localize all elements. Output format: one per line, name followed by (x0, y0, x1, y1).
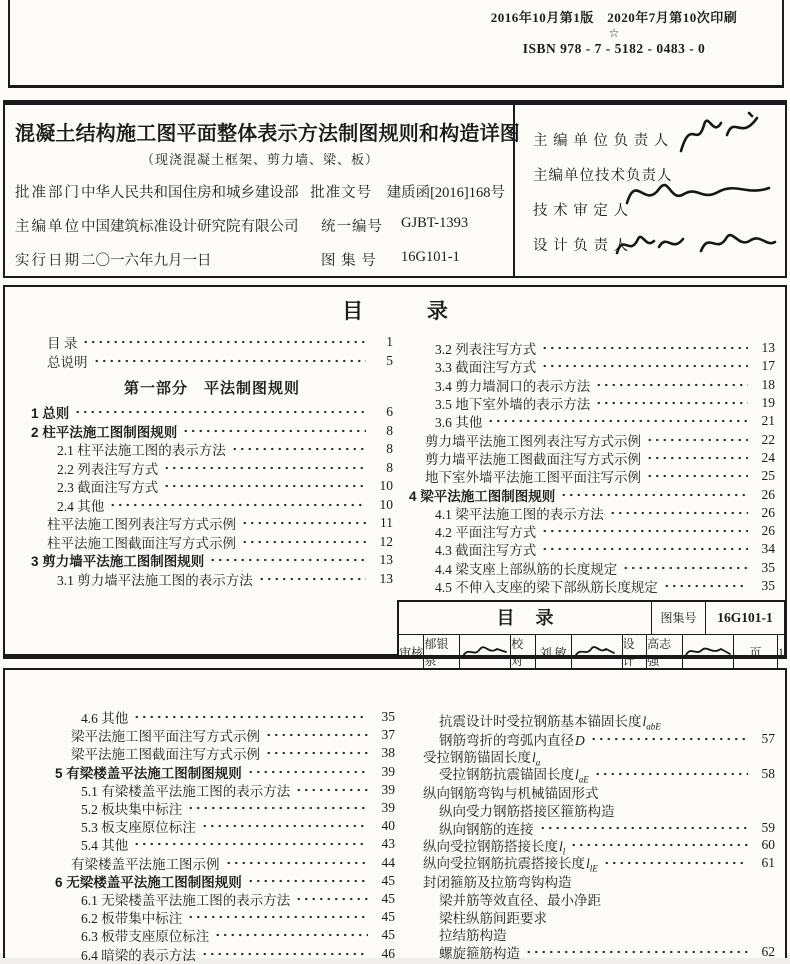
dot-leader (609, 509, 748, 517)
toc-entry-text: 梁平法施工图平面注写方式示例 (71, 729, 260, 745)
toc-entry (31, 551, 393, 570)
toc-entry-text: 纵向受拉钢筋搭接长度$l_l$ (423, 838, 566, 857)
toc-entry-text: 纵向受拉钢筋抗震搭接长度$l_{lE}$ (423, 856, 598, 875)
dot-leader (201, 950, 368, 958)
dot-leader (241, 519, 366, 527)
toc-entry (435, 394, 775, 412)
staff-role-label: 设计 (622, 635, 647, 669)
official-role-label: 主 编 单 位 负 责 人 (533, 133, 670, 149)
toc-page-number: 57 (761, 730, 775, 746)
approval-info-text: 主编单位 (15, 219, 81, 235)
toc-page-number: 38 (381, 745, 395, 761)
toc-page-number: 18 (761, 376, 775, 392)
toc-entry (81, 908, 395, 926)
toc-entry (57, 477, 393, 496)
toc-entry (71, 726, 395, 744)
toc-page-number: 45 (381, 890, 395, 906)
toc-entry (409, 485, 775, 503)
toc-entry-text: 受拉钢筋锚固长度$l_a$ (423, 749, 541, 768)
toc-entry-text: 6.3 板带支座原位标注 (81, 929, 210, 945)
toc-entry-text: 2.1 柱平法施工图的表示方法 (57, 443, 226, 459)
toc-page-number: 46 (381, 945, 395, 961)
toc-entry (71, 744, 395, 762)
toc-entry-text: 6.4 暗梁的表示方法 (81, 947, 196, 963)
toc-page-number: 25 (761, 468, 775, 484)
dot-leader (258, 575, 366, 583)
dot-leader (201, 822, 368, 830)
toc-page-number: 8 (386, 459, 393, 475)
dot-leader (487, 417, 748, 425)
toc-page-number: 45 (381, 927, 395, 943)
toc-entry (57, 570, 393, 589)
toc-entry (81, 944, 395, 962)
toc-page-number: 21 (761, 413, 775, 429)
toc-page-number: 45 (381, 909, 395, 925)
dot-leader (560, 491, 748, 499)
toc-entry-text: 6.1 无梁楼盖平法施工图的表示方法 (81, 892, 291, 908)
staff-role-label: 校对 (510, 635, 535, 669)
toc-entry-text: 4.3 截面注写方式 (435, 543, 537, 559)
toc-page-number: 45 (381, 872, 395, 888)
dot-leader (182, 427, 366, 435)
dot-leader (541, 344, 748, 352)
approval-info-text: 实行日期 (15, 253, 81, 269)
toc-page-number: 35 (761, 559, 775, 575)
toc-page-number: 60 (761, 837, 775, 853)
toc-title: 目 录 (342, 300, 448, 323)
dot-leader (541, 362, 748, 370)
toc-entry-text: 钢筋弯折的弯弧内直径D (439, 732, 585, 748)
isbn-line: ISBN 978 - 7 - 5182 - 0483 - 0 (522, 41, 706, 56)
toc-entry-text: 3.6 其他 (435, 415, 483, 431)
toc-entry (81, 926, 395, 944)
toc-entry-text: 2.2 列表注写方式 (57, 461, 159, 477)
approval-info-row (15, 181, 505, 202)
toc-entry-text: 5.1 有梁楼盖平法施工图的表示方法 (81, 783, 291, 799)
math-subscript: abE (646, 721, 661, 732)
toc-entry-text: 总说明 (47, 354, 88, 370)
toc-entry-text: 3.2 列表注写方式 (435, 342, 537, 358)
dot-leader (265, 749, 368, 757)
toc-page-number: 39 (381, 781, 395, 797)
dot-leader (187, 913, 368, 921)
dot-leader (295, 786, 368, 794)
toc-page-number: 40 (381, 818, 395, 834)
toc-entry (435, 412, 775, 430)
toc-entry (71, 854, 395, 872)
dot-leader (231, 445, 366, 453)
atlas-number-value: 16G101-1 (705, 602, 784, 634)
toc-entry (439, 926, 775, 944)
toc-entry (81, 708, 395, 726)
toc-page-number: 8 (386, 441, 393, 457)
toc-page-number: 13 (379, 570, 393, 586)
toc-entry-text: 纵向受力钢筋搭接区箍筋构造 (439, 803, 615, 819)
dot-leader (541, 527, 748, 535)
toc-page-number: 11 (380, 515, 393, 531)
toc-entry-text: 4.1 梁平法施工图的表示方法 (435, 506, 604, 522)
toc-entry (423, 854, 775, 875)
toc-entry (47, 514, 393, 533)
dot-leader (646, 454, 748, 462)
toc-entry (423, 783, 775, 801)
toc-column-left (31, 333, 393, 588)
toc-entry (425, 430, 775, 448)
toc-page-number: 26 (761, 486, 775, 502)
toc-page-number: 62 (761, 944, 775, 960)
dot-leader (109, 501, 366, 509)
dot-leader (133, 713, 368, 721)
toc-entry-text: 梁平法施工图截面注写方式示例 (71, 747, 260, 763)
dot-leader (663, 582, 748, 590)
approval-info-text: 批准文号 (310, 185, 373, 201)
toc-entry (81, 890, 395, 908)
dot-leader (595, 399, 748, 407)
title-block (3, 100, 787, 278)
toc-entry (435, 339, 775, 357)
staff-name: 高志强 (646, 635, 682, 669)
toc-page-number: 13 (761, 340, 775, 356)
toc-page-number: 22 (761, 431, 775, 447)
toc-entry-text: 地下室外墙平法施工图平面注写示例 (425, 470, 641, 486)
toc-entry (435, 376, 775, 394)
toc-page-number: 8 (386, 422, 393, 438)
toc-entry-text: 受拉钢筋抗震锚固长度$l_{aE}$ (439, 767, 589, 786)
approval-info-text: GJBT-1393 (401, 215, 469, 231)
toc-entry (425, 449, 775, 467)
approval-info-text: 二〇一六年九月一日 (81, 253, 212, 269)
toc-entry (435, 540, 775, 558)
math-subscript: aE (578, 775, 589, 786)
dot-leader (163, 482, 366, 490)
official-role-label: 主编单位技术负责人 (533, 168, 673, 184)
dot-leader (241, 538, 366, 546)
toc-entry-text: 封闭箍筋及拉筋弯钩构造 (423, 875, 572, 891)
title-block-left (5, 105, 520, 276)
toc-part-heading: 第一部分 平法制图规则 (123, 380, 300, 397)
atlas-number-label: 图集号 (651, 602, 705, 634)
toc-entry (435, 577, 775, 595)
toc-page-number: 39 (381, 763, 395, 779)
toc-entry (81, 817, 395, 835)
math-symbol: l (586, 856, 590, 872)
dot-leader (133, 840, 368, 848)
toc-page-number: 10 (379, 478, 393, 494)
approval-info-text: 16G101-1 (401, 249, 460, 265)
toc-page-number: 5 (386, 352, 393, 368)
math-subscript: l (562, 846, 566, 857)
official-role-label: 设 计 负 责 人 (533, 238, 629, 254)
dot-leader (74, 408, 366, 416)
officials-list (533, 129, 785, 269)
toc-entry-text: 柱平法施工图截面注写方式示例 (47, 535, 236, 551)
toc-entry (47, 533, 393, 552)
toc-entry (423, 872, 775, 890)
toc-entry-text: 剪力墙平法施工图截面注写方式示例 (425, 451, 641, 467)
toc-entry-text: 目 录 (47, 336, 78, 352)
toc-entry-text: 2 柱平法施工图制图规则 (31, 424, 178, 440)
math-symbol: D (575, 732, 585, 748)
toc-entry (55, 763, 395, 781)
toc-entry (57, 459, 393, 478)
toc-page-number: 61 (761, 855, 775, 871)
toc-page-number: 1 (386, 334, 393, 350)
toc-entry-text: 3.3 截面注写方式 (435, 360, 537, 376)
toc-entry (57, 496, 393, 515)
toc-entry (57, 440, 393, 459)
official-role-label: 技 术 审 定 人 (533, 203, 629, 219)
toc-entry-text: 4.2 平面注写方式 (435, 525, 537, 541)
dot-leader (209, 556, 366, 564)
dot-leader (570, 841, 748, 849)
toc-entry-text: 3.1 剪力墙平法施工图的表示方法 (57, 572, 253, 588)
toc-page-number: 59 (761, 819, 775, 835)
toc-page-number: 37 (381, 727, 395, 743)
toc-entry-text: 螺旋箍筋构造 (439, 946, 520, 962)
toc-entry (439, 765, 775, 786)
approval-info-text: 批准部门 (15, 185, 81, 201)
toc-page-number: 26 (761, 504, 775, 520)
staff-role-label: 审核 (399, 645, 424, 660)
dot-leader (295, 895, 368, 903)
toc-entry-text: 2.3 截面注写方式 (57, 480, 159, 496)
toc-entry (31, 403, 393, 422)
approval-info-text: 建质函[2016]168号 (386, 185, 505, 201)
dot-leader (265, 731, 368, 739)
approval-info-text: 中华人民共和国住房和城乡建设部 (81, 185, 299, 201)
toc-page-number: 58 (761, 766, 775, 782)
toc-entry-text: 2.4 其他 (57, 498, 105, 514)
dot-leader (525, 948, 748, 956)
toc-entry-text: 4.5 不伸入支座的梁下部纵筋长度规定 (435, 580, 658, 596)
toc-entry-text: 纵向钢筋弯钩与机械锚固形式 (423, 786, 599, 802)
toc-entry (439, 801, 775, 819)
toc-page-number: 6 (386, 404, 393, 420)
math-subscript: a (535, 757, 541, 768)
math-subscript: lE (589, 864, 598, 875)
approval-info-text: 图 集 号 (321, 253, 377, 269)
toc-page-1 (3, 285, 787, 668)
toc-page-number: 13 (379, 552, 393, 568)
toc-entry (439, 943, 775, 961)
star-icon: ☆ (608, 26, 620, 40)
title-table-top-row (399, 602, 784, 635)
dot-leader (594, 770, 748, 778)
toc-page-number: 24 (761, 449, 775, 465)
staff-name: 刘 敏 (535, 635, 571, 669)
document-title: 混凝土结构施工图平面整体表示方法制图规则和构造详图 (15, 123, 520, 145)
dot-leader (247, 768, 368, 776)
toc-entry (435, 522, 775, 540)
toc-entry-text: 4 梁平法施工图制图规则 (409, 488, 556, 504)
staff-signature (459, 635, 510, 669)
toc-entry-text: 抗震设计时受拉钢筋基本锚固长度$l_{abE}$ (439, 714, 661, 732)
toc-page-number: 12 (379, 533, 393, 549)
dot-leader (214, 931, 368, 939)
toc-entry-text: 4.6 其他 (81, 711, 129, 727)
approval-info-text: 中国建筑标准设计研究院有限公司 (81, 219, 299, 235)
toc-page-2 (3, 668, 787, 963)
page-label: 页 (733, 635, 777, 669)
math-symbol: l (642, 714, 647, 730)
toc-entry-text: 3 剪力墙平法施工图制图规则 (31, 554, 205, 570)
toc-entry-text: 3.5 地下室外墙的表示方法 (435, 397, 591, 413)
sheet-title: 目 录 (496, 608, 554, 628)
toc-entry-text: 剪力墙平法施工图列表注写方式示例 (425, 433, 641, 449)
toc-entry-text: 纵向钢筋的连接 (439, 821, 534, 837)
title-table-staff-row (399, 635, 784, 669)
dot-leader (247, 877, 368, 885)
dot-leader (595, 381, 748, 389)
toc-entry-text: 5.4 其他 (81, 838, 129, 854)
math-symbol: l (575, 767, 579, 783)
dot-leader (590, 735, 748, 743)
print-info (464, 7, 764, 57)
toc-entry (439, 890, 775, 908)
toc-entry-text: 柱平法施工图列表注写方式示例 (47, 517, 236, 533)
toc-entry-text: 1 总则 (31, 406, 70, 422)
toc-entry (435, 357, 775, 375)
dot-leader (187, 804, 368, 812)
dot-leader (163, 464, 366, 472)
dot-leader (82, 338, 366, 346)
toc-entry-text: 3.4 剪力墙洞口的表示方法 (435, 378, 591, 394)
edition-line: 2016年10月第1版 2020年7月第10次印刷 (490, 10, 738, 25)
toc-entry-text: 6.2 板带集中标注 (81, 911, 183, 927)
staff-name: 郁银泉 (423, 635, 459, 669)
toc-page-number: 35 (381, 709, 395, 725)
toc-page-number: 35 (761, 578, 775, 593)
toc-entry (81, 799, 395, 817)
page-value: 1 (777, 635, 784, 669)
toc-page-number: 10 (379, 496, 393, 512)
toc-page-number: 39 (381, 800, 395, 816)
toc-entry (47, 333, 393, 352)
dot-leader (225, 859, 369, 867)
dot-leader (539, 824, 749, 832)
toc-entry-text: 梁柱纵筋间距要求 (439, 910, 547, 926)
toc-entry-text: 有梁楼盖平法施工图示例 (71, 856, 220, 872)
toc-entry (81, 781, 395, 799)
toc-entry (47, 352, 393, 371)
toc-entry (439, 712, 775, 730)
dot-leader (93, 357, 367, 365)
staff-signature (571, 635, 622, 669)
dot-leader (646, 436, 748, 444)
math-symbol: l (559, 838, 563, 854)
toc-entry-text: 5 有梁楼盖平法施工图制图规则 (55, 765, 242, 781)
dot-leader (622, 564, 748, 572)
toc-page-number: 17 (761, 358, 775, 374)
approval-info-row (15, 215, 505, 236)
math-symbol: l (532, 749, 536, 765)
toc-entry-text: 5.3 板支座原位标注 (81, 820, 196, 836)
toc-entry (81, 835, 395, 853)
toc-entry (435, 559, 775, 577)
approval-info-row (15, 249, 505, 270)
toc-entry-text: 梁并筋等效直径、最小净距 (439, 892, 601, 908)
toc-entry (55, 872, 395, 890)
toc-entry (425, 467, 775, 485)
toc-entry (435, 504, 775, 522)
toc-entry-text: 6 无梁楼盖平法施工图制图规则 (55, 874, 242, 890)
toc2-column-right (423, 712, 775, 961)
toc-entry (439, 908, 775, 926)
staff-signature (682, 635, 733, 669)
approval-info-text: 统一编号 (321, 219, 383, 235)
toc-entry-text: 5.2 板块集中标注 (81, 802, 183, 818)
toc-page-number: 26 (761, 523, 775, 539)
toc-entry-text: 拉结筋构造 (439, 928, 507, 944)
toc-entry-text: 4.4 梁支座上部纵筋的长度规定 (435, 561, 618, 577)
print-info-box (8, 0, 784, 88)
title-table (397, 600, 786, 668)
toc-page-number: 43 (381, 836, 395, 852)
toc-page-number: 34 (761, 541, 775, 557)
toc-entry (31, 422, 393, 441)
toc-column-right (409, 339, 775, 595)
document-subtitle: （现浇混凝土框架、剪力墙、梁、板） (140, 152, 379, 167)
dot-leader (603, 859, 748, 867)
approval-info (15, 181, 505, 270)
toc2-column-left (55, 708, 395, 963)
dot-leader (646, 472, 748, 480)
title-block-officials (513, 105, 785, 276)
toc-page-number: 44 (381, 854, 395, 870)
dot-leader (541, 545, 748, 553)
toc-page-number: 19 (761, 395, 775, 411)
